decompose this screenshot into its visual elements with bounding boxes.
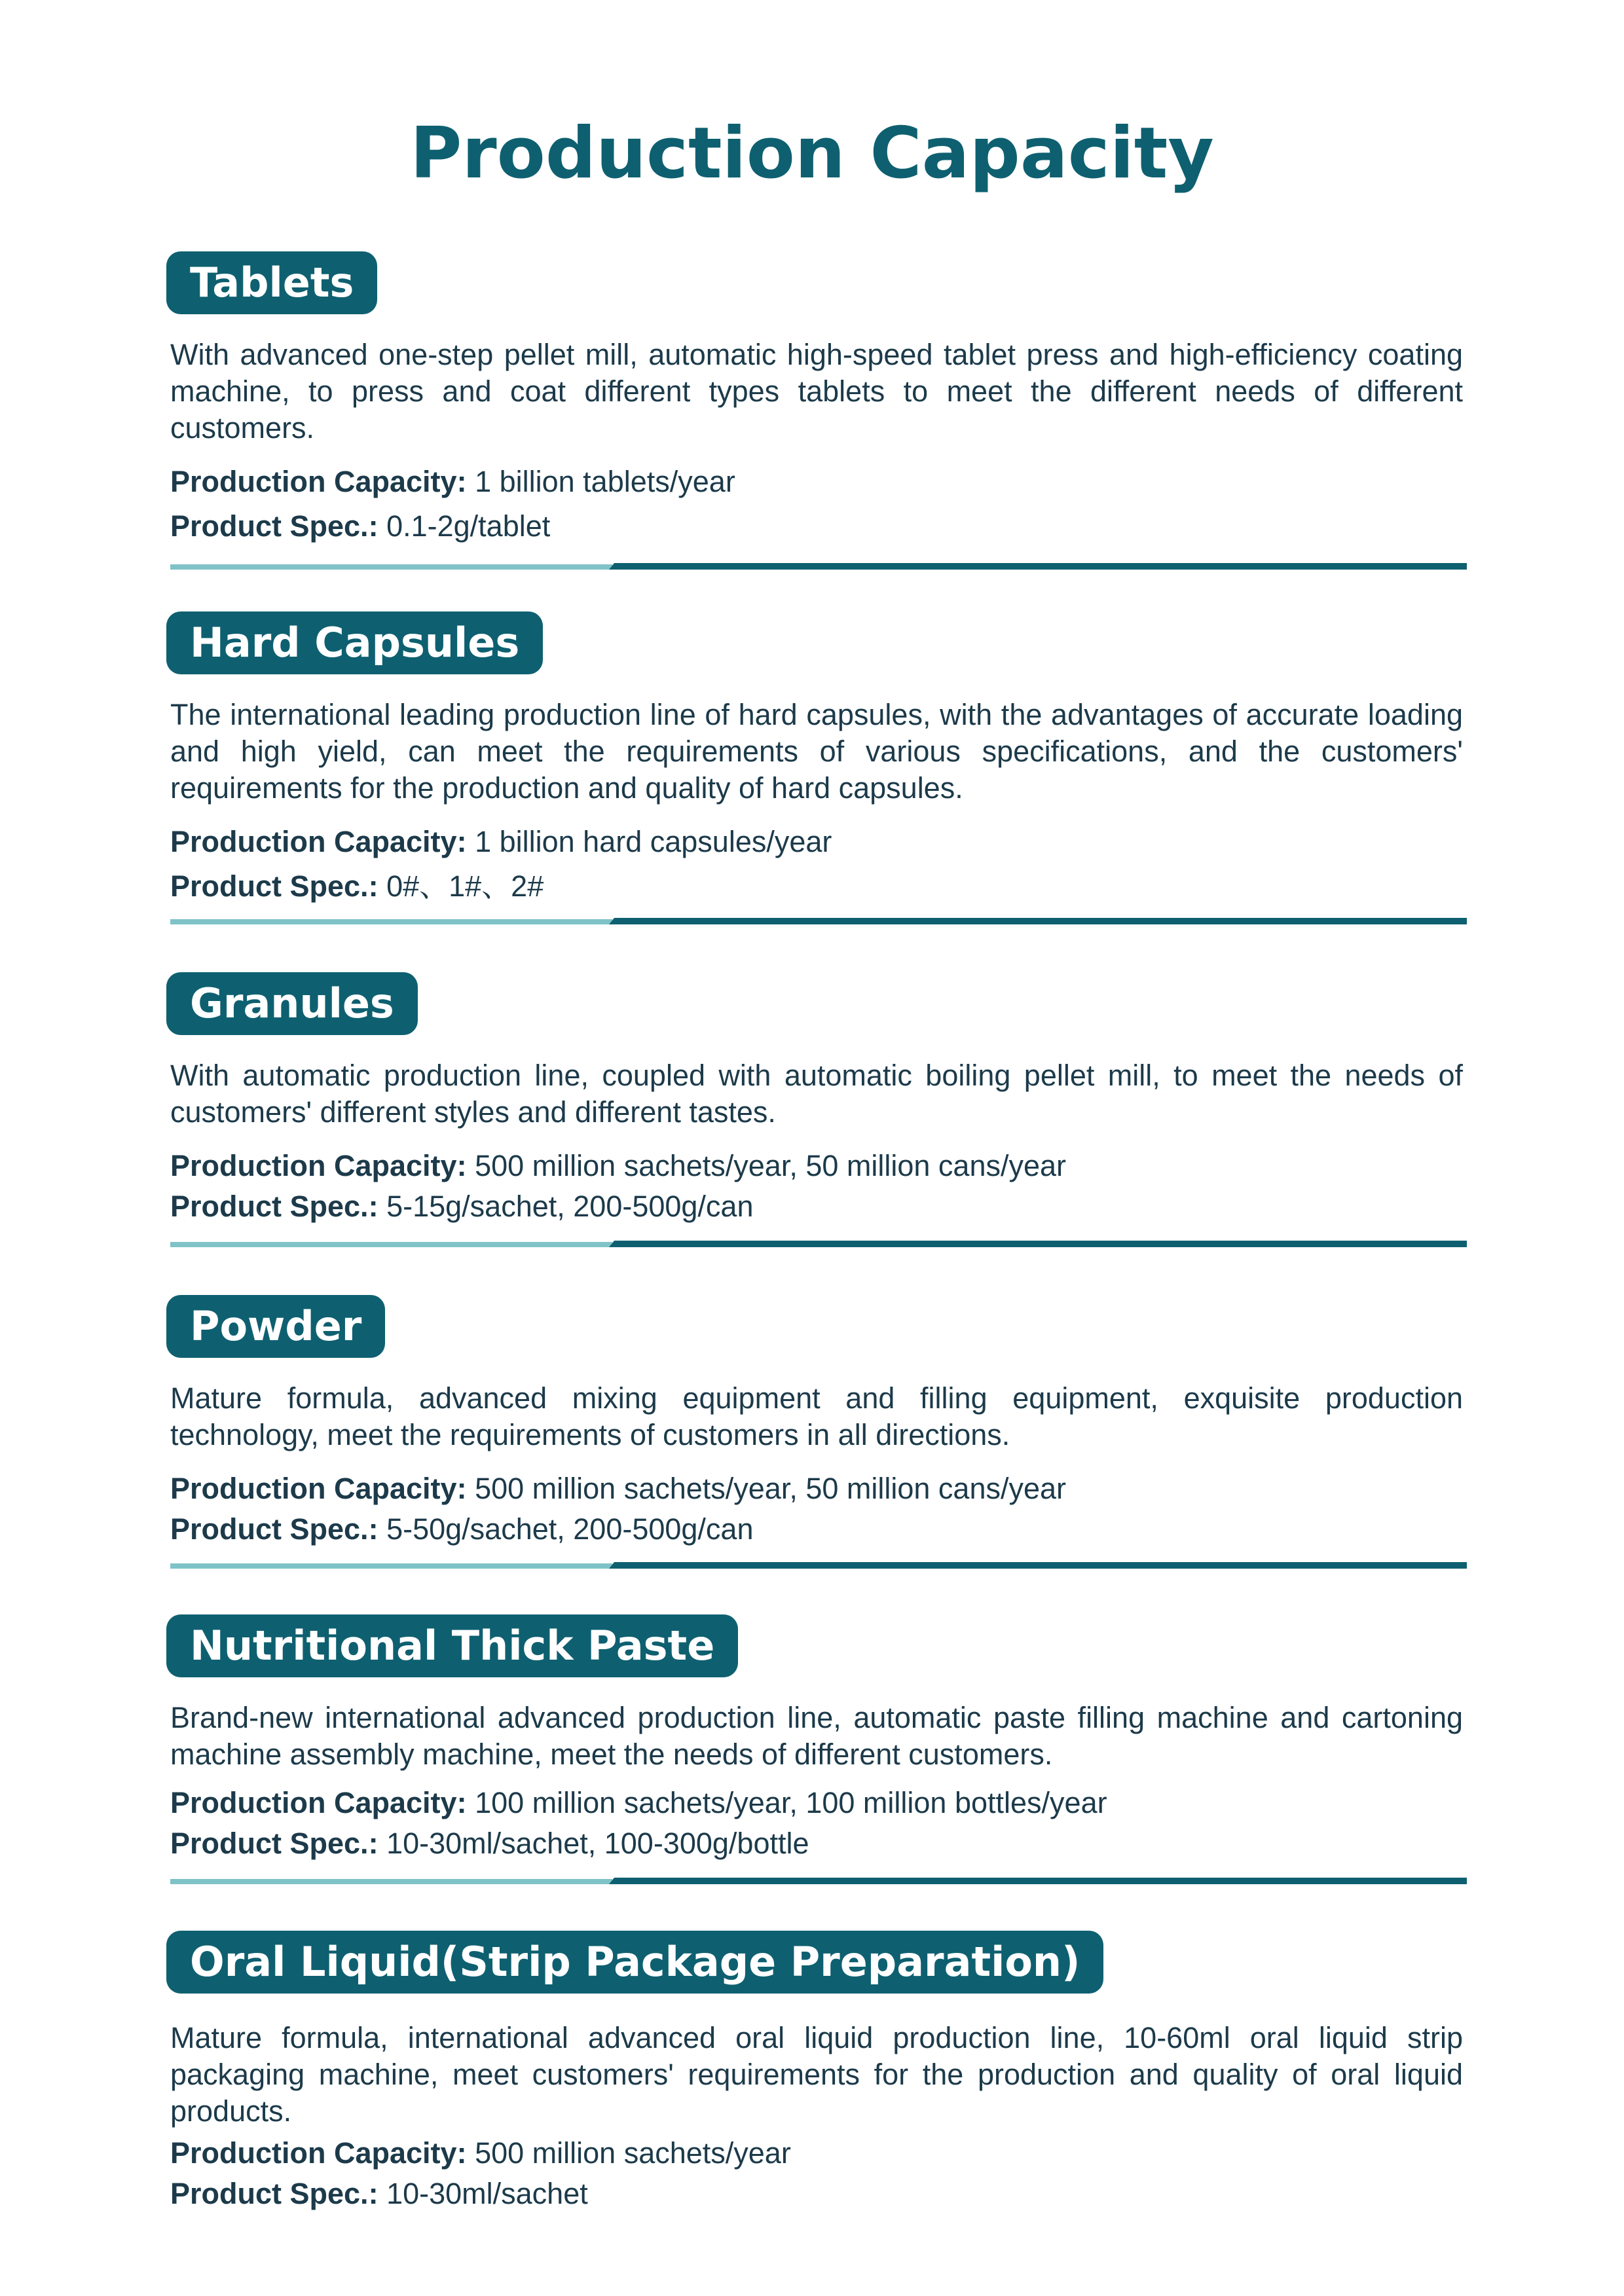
spec-line (170, 1825, 1463, 1862)
capacity-value: 1 billion hard capsules/year (475, 825, 832, 858)
section-heading: Tablets (166, 251, 377, 314)
capacity-line (170, 1785, 1463, 1821)
spec-value: 10-30ml/sachet (386, 2177, 588, 2210)
capacity-value: 100 million sachets/year, 100 million bottles/year (475, 1786, 1107, 1819)
section-hard-capsules (166, 611, 1463, 905)
capacity-value: 500 million sachets/year, 50 million cans/year (475, 1149, 1067, 1182)
section-description: Mature formula, international advanced oral liquid production line, 10-60ml oral liquid strip packaging machine, meet customers' requirements for the production and quality of oral liquid products. (170, 2021, 1463, 2128)
spec-label: Product Spec.: (170, 1827, 378, 1860)
capacity-value: 500 million sachets/year (475, 2136, 791, 2170)
capacity-label: Production Capacity: (170, 1472, 467, 1505)
spec-label: Product Spec.: (170, 1190, 378, 1223)
section-tablets (166, 251, 1463, 545)
section-description: Mature formula, advanced mixing equipment and filling equipment, exquisite production technology, meet the requirements of customers in all directions. (170, 1381, 1463, 1451)
section-powder (166, 1295, 1463, 1548)
spec-line (170, 1511, 1463, 1548)
section-heading: Hard Capsules (166, 611, 543, 674)
capacity-label: Production Capacity: (170, 1149, 467, 1182)
section-granules (166, 972, 1463, 1225)
spec-label: Product Spec.: (170, 1512, 378, 1546)
capacity-label: Production Capacity: (170, 825, 467, 858)
section-oral-liquid (166, 1931, 1463, 2212)
capacity-line (170, 464, 1463, 500)
section-description: With advanced one-step pellet mill, automatic high-speed tablet press and high-efficiency coating machine, to press and coat different types tablets to meet the different needs of different customers. (170, 338, 1463, 445)
spec-value: 0#、1#、2# (386, 869, 544, 903)
section-heading: Powder (166, 1295, 385, 1358)
spec-value: 5-15g/sachet, 200-500g/can (386, 1190, 754, 1223)
section-heading: Oral Liquid(Strip Package Preparation) (166, 1931, 1103, 1994)
page-title: Production Capacity (410, 113, 1214, 194)
spec-line (170, 2176, 1463, 2212)
capacity-label: Production Capacity: (170, 465, 467, 498)
spec-label: Product Spec.: (170, 509, 378, 543)
section-divider (170, 918, 1467, 924)
spec-label: Product Spec.: (170, 869, 378, 903)
capacity-label: Production Capacity: (170, 2136, 467, 2170)
section-divider (170, 1878, 1467, 1884)
spec-line (170, 508, 1463, 545)
section-description: Brand-new international advanced production line, automatic paste filling machine and cartoning machine assembly machine, meet the needs of different customers. (170, 1701, 1463, 1771)
section-nutritional-thick-paste (166, 1614, 1463, 1862)
capacity-line (170, 1470, 1463, 1507)
section-description: With automatic production line, coupled with automatic boiling pellet mill, to meet the needs of customers' different styles and different tastes. (170, 1059, 1463, 1129)
capacity-line (170, 1148, 1463, 1184)
spec-line (170, 868, 1463, 905)
section-heading: Nutritional Thick Paste (166, 1614, 738, 1677)
capacity-value: 1 billion tablets/year (475, 465, 735, 498)
capacity-label: Production Capacity: (170, 1786, 467, 1819)
section-divider (170, 563, 1467, 570)
section-divider (170, 1241, 1467, 1247)
section-description: The international leading production line of hard capsules, with the advantages of accurate loading and high yield, can meet the requirements of various specifications, and the customers' requirements for the production and quality of hard capsules. (170, 698, 1463, 805)
spec-label: Product Spec.: (170, 2177, 378, 2210)
capacity-line (170, 2135, 1463, 2172)
section-divider (170, 1562, 1467, 1569)
spec-value: 5-50g/sachet, 200-500g/can (386, 1512, 754, 1546)
capacity-value: 500 million sachets/year, 50 million cans/year (475, 1472, 1067, 1505)
spec-line (170, 1188, 1463, 1225)
capacity-line (170, 824, 1463, 860)
section-heading: Granules (166, 972, 418, 1035)
spec-value: 0.1-2g/tablet (386, 509, 551, 543)
spec-value: 10-30ml/sachet, 100-300g/bottle (386, 1827, 809, 1860)
